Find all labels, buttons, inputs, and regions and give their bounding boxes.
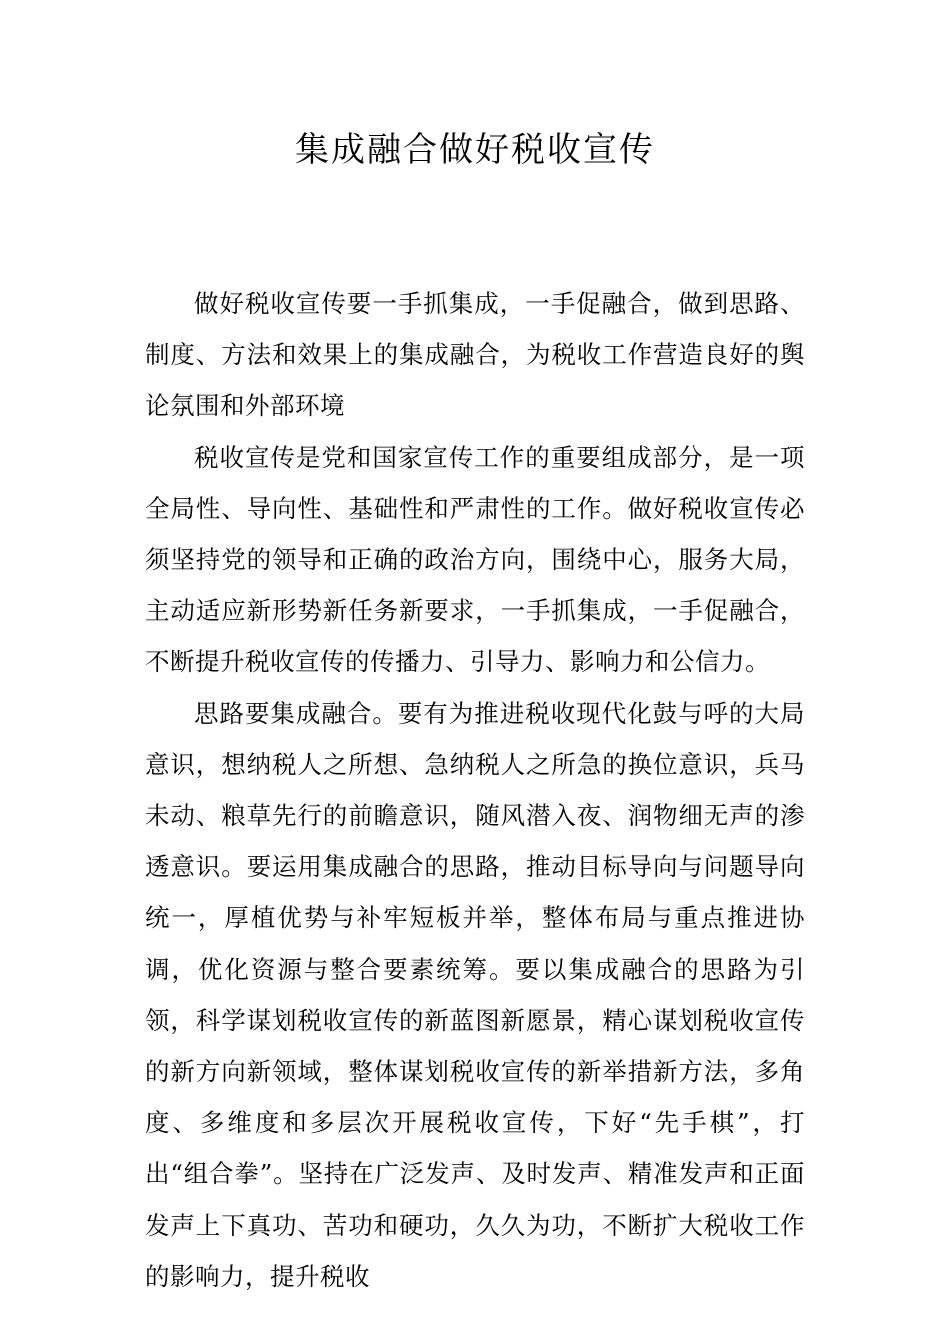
document-title: 集成融合做好税收宣传 <box>295 130 655 170</box>
paragraph-overview: 税收宣传是党和国家宣传工作的重要组成部分，是一项全局性、导向性、基础性和严肃性的工作。做好税收宣传必须坚持党的领导和正确的政治方向，围绕中心，服务大局，主动适应新形势新任务新要求，一手抓集成，一手促融合，不断提升税收宣传的传播力、引导力、影响力和公信力。 <box>145 442 805 677</box>
paragraph-thinking: 思路要集成融合。要有为推进税收现代化鼓与呼的大局意识，想纳税人之所想、急纳税人之所急的换位意识，兵马未动、粮草先行的前瞻意识，随风潜入夜、润物细无声的渗透意识。要运用集成融合的思路，推动目标导向与问题导向统一，厚植优势与补牢短板并举，整体布局与重点推进协调，优化资源与整合要素统筹。要以集成融合的思路为引领，科学谋划税收宣传的新蓝图新愿景，精心谋划税收宣传的新方向新领域，整体谋划税收宣传的新举措新方法，多角度、多维度和多层次开展税收宣传，下好“先手棋”，打出“组合拳”。坚持在广泛发声、及时发声、精准发声和正面发声上下真功、苦功和硬功，久久为功，不断扩大税收工作的影响力，提升税收 <box>145 698 805 1291</box>
paragraph-intro: 做好税收宣传要一手抓集成，一手促融合，做到思路、制度、方法和效果上的集成融合，为税收工作营造良好的舆论氛围和外部环境 <box>145 289 805 421</box>
document-body <box>145 278 805 1302</box>
